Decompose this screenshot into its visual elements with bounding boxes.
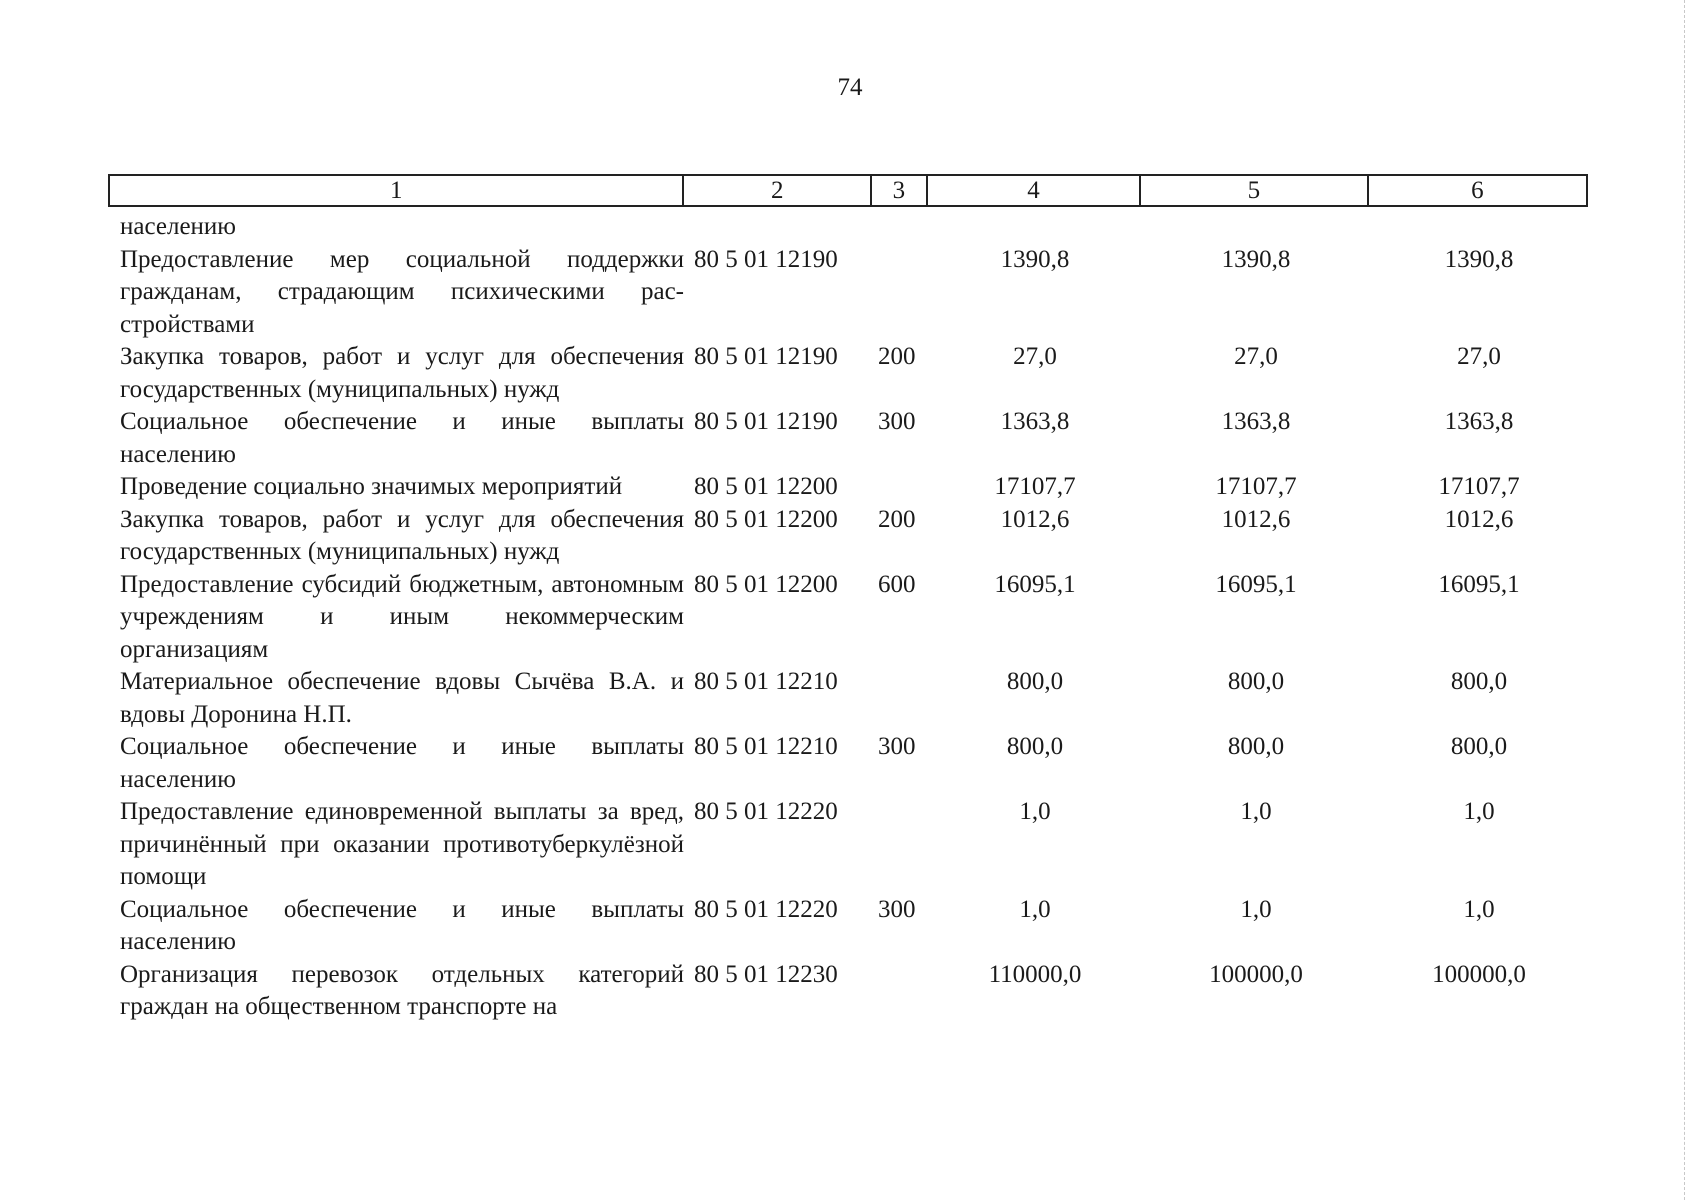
row-name: Предоставление мер социальной поддержки гражданам, страдающим психическими расстройствами [120, 245, 684, 338]
header-col-6: 6 [1471, 177, 1484, 204]
table-row [108, 666, 1588, 731]
row-name: Социальное обеспечение и иные выплаты населению [120, 408, 684, 468]
table-row [108, 471, 1588, 504]
header-col-2: 2 [684, 176, 872, 205]
table-row [108, 796, 1588, 894]
table-row [108, 504, 1588, 569]
row-name: Предоставление субсидий бюджетным, автономным учреждениям и иным некоммерческим организациям [120, 570, 684, 663]
table-body [108, 211, 1588, 1024]
row-code: 80 5 01 12210 [694, 668, 838, 695]
table-row [108, 341, 1588, 406]
row-value-col5: 1,0 [1240, 895, 1272, 923]
row-value-col5: 1,0 [1240, 798, 1272, 825]
row-value-col6: 17107,7 [1438, 473, 1520, 500]
row-value-col4: 110000,0 [988, 960, 1082, 988]
row-code: 80 5 01 12190 [694, 245, 838, 273]
row-code [684, 211, 872, 244]
row-type [872, 959, 928, 1024]
row-value-col5 [1142, 211, 1370, 244]
table-row [108, 244, 1588, 342]
row-name: Материальное обеспечение вдовы Сычёва В.А. и вдовы Доронина Н.П. [120, 668, 684, 728]
row-type [872, 244, 928, 342]
row-value-col6: 1390,8 [1444, 245, 1514, 273]
row-value-col4: 16095,1 [994, 570, 1076, 598]
row-value-col6: 1,0 [1463, 798, 1495, 825]
row-code: 80 5 01 12230 [694, 960, 838, 988]
row-name: Предоставление единовременной выплаты за вред, причинённый при оказании противотуберкулёзной помощи [120, 798, 684, 890]
row-code: 80 5 01 12210 [694, 733, 838, 760]
table-row [108, 731, 1588, 796]
row-name: Социальное обеспечение и иные выплаты населению [120, 895, 684, 955]
table-row [108, 959, 1588, 1024]
table-row [108, 569, 1588, 667]
row-value-col5: 1012,6 [1221, 505, 1291, 533]
row-type [872, 471, 928, 504]
header-col-4: 4 [928, 176, 1141, 205]
table-row [108, 406, 1588, 471]
row-value-col4: 800,0 [1006, 733, 1064, 760]
row-value-col5: 1363,8 [1221, 408, 1291, 435]
row-name: Организация перевозок отдельных категорий граждан на общественном транспорте на [120, 960, 684, 1020]
row-value-col6: 800,0 [1450, 733, 1508, 760]
table-row [108, 894, 1588, 959]
row-value-col5: 27,0 [1234, 343, 1278, 370]
row-value-col4: 1012,6 [1000, 505, 1070, 533]
row-type [872, 211, 928, 244]
header-col-1: 1 [110, 176, 684, 205]
row-value-col4: 17107,7 [994, 473, 1076, 500]
row-value-col5: 800,0 [1227, 733, 1285, 760]
row-code: 80 5 01 12200 [694, 473, 838, 500]
row-value-col5: 800,0 [1227, 668, 1285, 695]
row-name: Закупка товаров, работ и услуг для обеспечения государственных (муниципальных) нужд [120, 343, 684, 403]
row-type: 600 [878, 570, 916, 598]
row-name: Закупка товаров, работ и услуг для обеспечения государственных (муниципальных) нужд [120, 505, 684, 565]
row-value-col6: 16095,1 [1438, 570, 1520, 598]
row-value-col4: 1390,8 [1000, 245, 1070, 273]
page-number: 74 [837, 74, 863, 101]
row-value-col6: 1012,6 [1444, 505, 1514, 533]
row-type: 200 [878, 343, 916, 370]
row-type: 200 [878, 505, 916, 533]
row-type: 300 [878, 895, 916, 923]
table-header [108, 174, 1588, 207]
row-value-col6 [1370, 211, 1588, 244]
row-type: 300 [878, 408, 916, 435]
header-col-3: 3 [872, 176, 928, 205]
row-value-col6: 800,0 [1450, 668, 1508, 695]
row-type [872, 796, 928, 894]
row-code: 80 5 01 12200 [694, 570, 838, 598]
row-code: 80 5 01 12220 [694, 895, 838, 923]
row-value-col5: 17107,7 [1215, 473, 1297, 500]
row-value-col4: 27,0 [1013, 343, 1057, 370]
row-value-col4 [928, 211, 1142, 244]
row-value-col5: 100000,0 [1209, 960, 1303, 988]
row-value-col6: 1363,8 [1444, 408, 1514, 435]
row-value-col5: 16095,1 [1215, 570, 1297, 598]
row-name: Проведение социально значимых мероприятий [120, 473, 623, 500]
row-value-col5: 1390,8 [1221, 245, 1291, 273]
row-code: 80 5 01 12190 [694, 408, 838, 435]
row-value-col4: 1363,8 [1000, 408, 1070, 435]
row-code: 80 5 01 12220 [694, 798, 838, 825]
header-col-5: 5 [1141, 176, 1368, 205]
row-value-col6: 1,0 [1463, 895, 1495, 923]
row-code: 80 5 01 12190 [694, 343, 838, 370]
row-code: 80 5 01 12200 [694, 505, 838, 533]
scan-edge-line [1684, 0, 1685, 1200]
table-row [108, 211, 1588, 244]
row-value-col6: 27,0 [1457, 343, 1501, 370]
row-value-col4: 1,0 [1019, 895, 1051, 923]
row-value-col4: 800,0 [1006, 668, 1064, 695]
row-value-col4: 1,0 [1019, 798, 1051, 825]
row-name: Социальное обеспечение и иные выплаты населению [120, 733, 684, 793]
row-type [872, 666, 928, 731]
row-type: 300 [878, 733, 916, 760]
row-name: населению [120, 213, 236, 240]
row-value-col6: 100000,0 [1432, 960, 1526, 988]
